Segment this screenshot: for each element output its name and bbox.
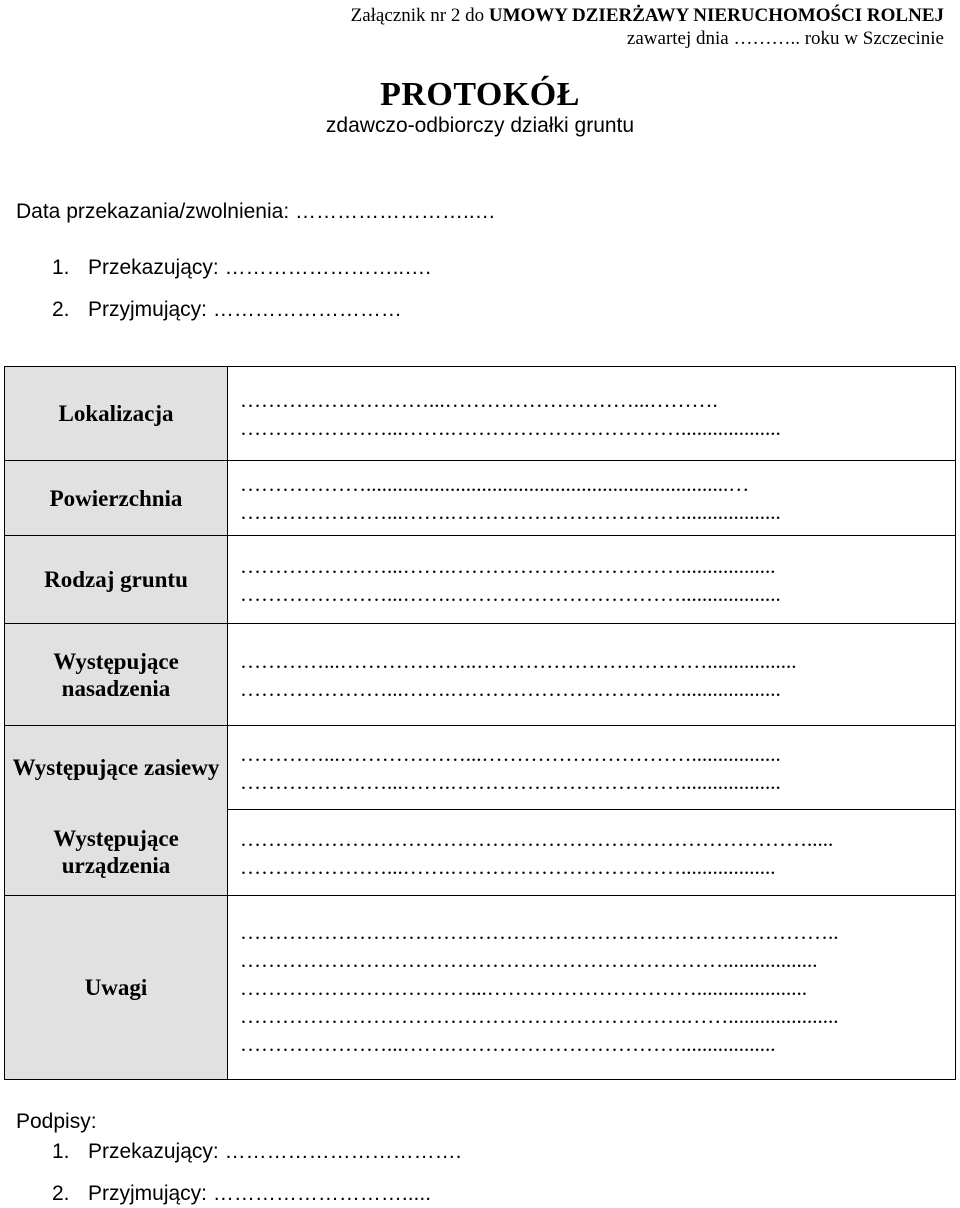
value-line: …………...………………...…………………………................. xyxy=(240,741,781,766)
row-label-plantings: Występujące nasadzenia xyxy=(5,624,228,726)
value-line: …………………………………………………………….................. xyxy=(240,947,818,972)
row-value-sowings xyxy=(228,726,956,810)
value-line: …………………...…….…………………………….................. xyxy=(240,1031,776,1056)
value-line: …………………...…….……………………………................... xyxy=(240,500,781,524)
signature-label: Przyjmujący: xyxy=(88,1182,208,1205)
row-value-equipment xyxy=(228,810,956,896)
table-row xyxy=(5,726,956,810)
row-value-location xyxy=(228,367,956,461)
signatures-heading: Podpisy: xyxy=(16,1110,97,1133)
signature-number: 2. xyxy=(52,1182,70,1205)
party-value: ……………………… xyxy=(212,298,402,321)
value-line: …………………...…….……………………………................... xyxy=(240,581,781,606)
party-label: Przyjmujący: xyxy=(88,298,208,321)
signature-value: ……………………………. xyxy=(224,1140,462,1163)
attachment-header xyxy=(351,4,944,50)
party-value: ……………………..…. xyxy=(224,256,432,279)
table-row xyxy=(5,367,956,461)
document-subtitle: zdawczo-odbiorczy działki gruntu xyxy=(325,114,635,137)
row-label-area: Powierzchnia xyxy=(5,461,228,536)
table-row xyxy=(5,810,956,896)
party-label: Przekazujący: xyxy=(88,256,219,279)
attachment-prefix: Załącznik nr 2 do xyxy=(350,5,489,26)
value-line: …………………...…….…………………………….................. xyxy=(240,854,776,879)
transfer-date-line xyxy=(16,200,496,224)
value-line: …………...………………..……………………………................. xyxy=(240,648,797,673)
value-line: …………………...…….…………………………….................. xyxy=(240,553,776,578)
value-line: …………………...…….……………………………................... xyxy=(240,769,781,794)
table-row xyxy=(5,461,956,536)
attachment-line-2: zawartej dnia ……….. roku w Szczecinie xyxy=(626,28,944,49)
signature-value: ………………………..... xyxy=(212,1182,432,1205)
value-line: ………………………………………………………………………..... xyxy=(240,826,834,851)
row-label-sowings: Występujące zasiewy xyxy=(5,726,228,810)
table-row xyxy=(5,624,956,726)
protocol-table xyxy=(4,366,956,1080)
value-line: ……………………………………………………….……..................... xyxy=(240,1003,839,1028)
value-line: ……………………………...…………………………..................... xyxy=(240,975,807,1000)
party-number: 1. xyxy=(52,256,70,279)
signature-number: 1. xyxy=(52,1140,70,1163)
table-row xyxy=(5,896,956,1080)
party-number: 2. xyxy=(52,298,70,321)
table-row xyxy=(5,536,956,624)
row-label-location: Lokalizacja xyxy=(5,367,228,461)
value-line: …………………...…….……………………………................... xyxy=(240,676,781,701)
party-transferor xyxy=(52,256,431,280)
signature-recipient xyxy=(52,1182,431,1206)
value-line: ………………………………………………………………………….. xyxy=(240,919,839,944)
row-value-notes xyxy=(228,896,956,1080)
contract-name: UMOWY DZIERŻAWY NIERUCHOMOŚCI ROLNEJ xyxy=(488,5,944,26)
attachment-line-1 xyxy=(351,4,944,27)
document-title: PROTOKÓŁ xyxy=(380,76,580,113)
row-label-equipment: Występujące urządzenia xyxy=(5,810,228,896)
row-value-plantings xyxy=(228,624,956,726)
signature-label: Przekazujący: xyxy=(88,1140,219,1163)
value-line: ……………….....................................................................… xyxy=(240,472,750,496)
party-recipient xyxy=(52,298,402,322)
signature-transferor xyxy=(52,1140,461,1164)
transfer-date-value: ……………………..… xyxy=(295,200,496,223)
row-value-soil-type xyxy=(228,536,956,624)
row-label-soil-type: Rodzaj gruntu xyxy=(5,536,228,624)
transfer-date-label: Data przekazania/zwolnienia: xyxy=(16,200,290,223)
value-line: ………………………...………………………...………. xyxy=(240,387,718,412)
row-value-area xyxy=(228,461,956,536)
value-line: …………………...…….……………………………................... xyxy=(240,415,781,440)
row-label-notes: Uwagi xyxy=(5,896,228,1080)
